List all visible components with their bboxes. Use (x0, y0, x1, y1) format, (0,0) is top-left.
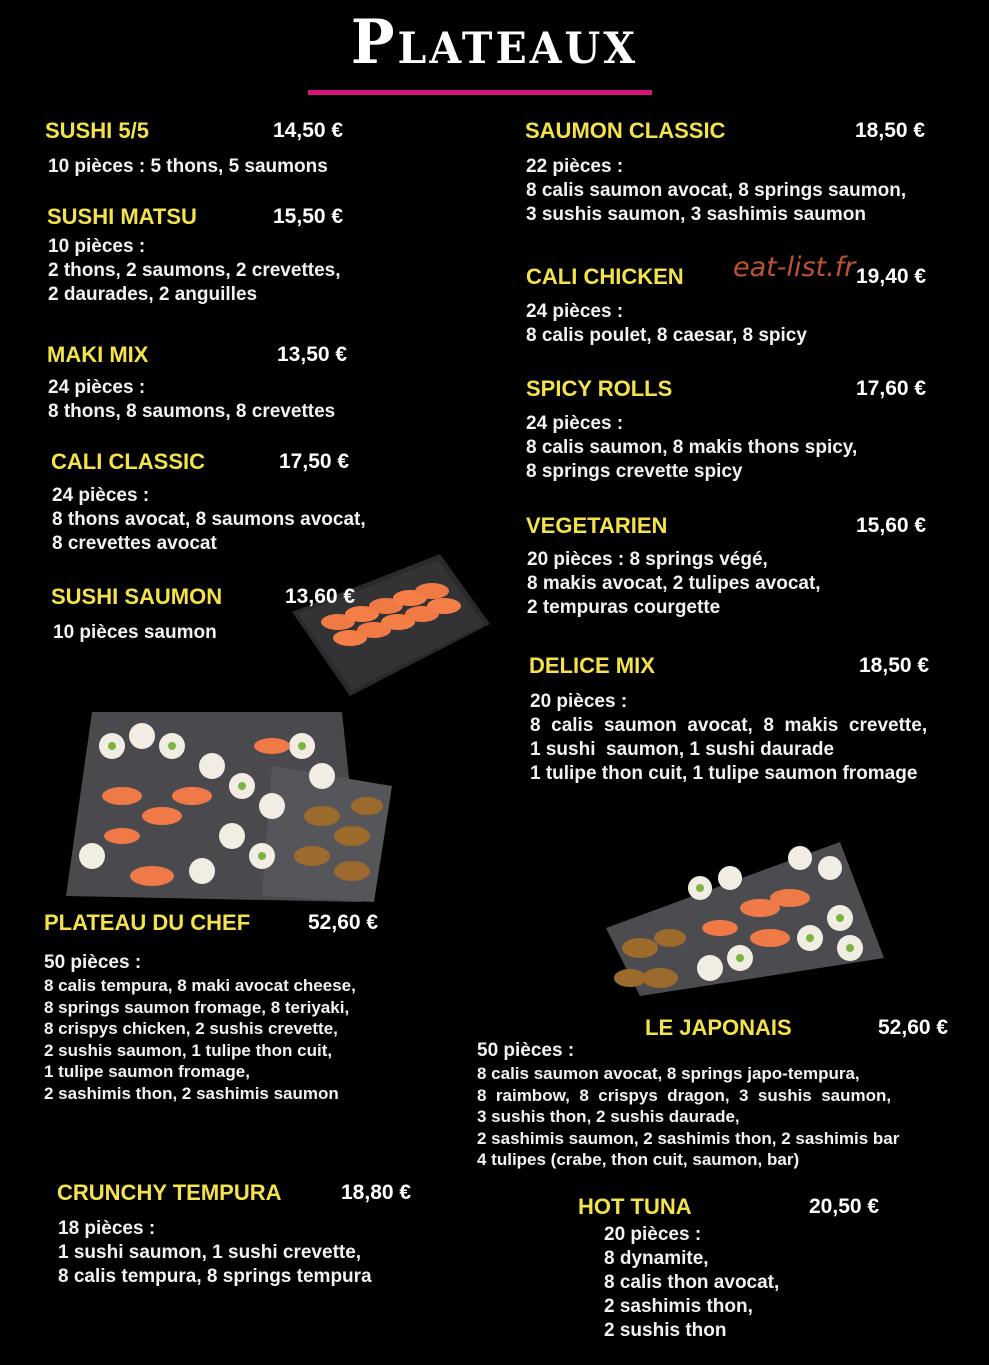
item-description (58, 1217, 372, 1289)
description-line: 2 daurades, 2 anguilles (48, 284, 258, 305)
description-line: 10 pièces : (48, 236, 146, 257)
description-line: 24 pièces : (48, 377, 146, 398)
description-line: 8 makis avocat, 2 tulipes avocat, (527, 573, 821, 594)
description-line: 1 tulipe saumon fromage, (44, 1062, 250, 1081)
item-price: 13,50 € (277, 343, 348, 366)
item-description (526, 155, 906, 227)
item-description (477, 1039, 899, 1171)
item-price: 18,80 € (341, 1181, 412, 1204)
item-description (52, 484, 366, 556)
description-line: 8 calis tempura, 8 springs tempura (58, 1266, 372, 1287)
description-line: 8 thons avocat, 8 saumons avocat, (52, 509, 366, 530)
description-line: 10 pièces saumon (53, 622, 217, 643)
description-line: 50 pièces : (44, 952, 142, 973)
description-line: 1 sushi saumon, 1 sushi crevette, (58, 1242, 362, 1263)
description-line: 24 pièces : (52, 485, 150, 506)
item-name: CALI CHICKEN (526, 264, 684, 289)
description-line: 24 pièces : (526, 301, 624, 322)
description-line: 8 raimbow, 8 crispys dragon, 3 sushis saumon, (477, 1085, 892, 1105)
description-line: 20 pièces : 8 springs végé, (527, 549, 768, 570)
item-price: 18,50 € (855, 119, 926, 142)
item-description (527, 548, 821, 620)
watermark: eat-list.fr (733, 252, 856, 283)
le-japonais-photo (600, 838, 886, 998)
description-line: 8 calis saumon avocat, 8 springs saumon, (526, 180, 907, 201)
item-price: 20,50 € (809, 1195, 880, 1218)
description-line: 8 calis thon avocat, (604, 1272, 780, 1293)
description-line: 8 dynamite, (604, 1248, 709, 1269)
description-line: 8 calis poulet, 8 caesar, 8 spicy (526, 325, 807, 346)
description-line: 4 tulipes (crabe, thon cuit, saumon, bar) (477, 1150, 800, 1169)
item-description (48, 376, 335, 424)
description-line: 2 sushis saumon, 1 tulipe thon cuit, (44, 1040, 333, 1060)
item-price: 17,50 € (279, 450, 350, 473)
description-line: 8 springs crevette spicy (526, 461, 743, 482)
description-line: 10 pièces : 5 thons, 5 saumons (48, 156, 328, 177)
description-line: 2 tempuras courgette (527, 597, 721, 618)
description-line: 3 sushis saumon, 3 sashimis saumon (526, 204, 867, 225)
item-description (48, 155, 328, 179)
item-description (526, 412, 857, 484)
sushi-saumon-photo (290, 552, 492, 698)
title-underline (308, 90, 652, 95)
item-description (526, 300, 807, 348)
item-name: SPICY ROLLS (526, 376, 673, 401)
description-line: 2 sashimis thon, 2 sashimis saumon (44, 1083, 339, 1103)
description-line: 8 calis saumon avocat, 8 springs japo-tempura, (477, 1064, 860, 1083)
item-name: CALI CLASSIC (51, 449, 205, 474)
description-line: 8 crevettes avocat (52, 533, 217, 554)
item-description (530, 690, 927, 786)
plateau-du-chef-photo (62, 706, 394, 906)
item-price: 14,50 € (273, 119, 344, 142)
description-line: 18 pièces : (58, 1218, 156, 1239)
description-line: 50 pièces : (477, 1040, 575, 1061)
description-line: 3 sushis thon, 2 sushis daurade, (477, 1107, 740, 1126)
description-line: 24 pièces : (526, 413, 624, 434)
item-price: 18,50 € (859, 654, 930, 677)
item-price: 15,60 € (856, 514, 927, 537)
item-name: VEGETARIEN (526, 513, 668, 538)
item-description (53, 621, 217, 645)
description-line: 1 tulipe thon cuit, 1 tulipe saumon fromage (530, 763, 918, 784)
description-line: 2 sashimis thon, (604, 1296, 753, 1317)
item-name: SUSHI SAUMON (51, 584, 223, 609)
item-price: 19,40 € (856, 265, 927, 288)
item-name: DELICE MIX (529, 653, 655, 678)
item-name: SAUMON CLASSIC (525, 118, 726, 143)
description-line: 8 calis saumon avocat, 8 makis crevette, (530, 715, 928, 736)
description-line: 8 thons, 8 saumons, 8 crevettes (48, 401, 336, 422)
item-price: 17,60 € (856, 377, 927, 400)
item-description (48, 235, 341, 307)
item-name: PLATEAU DU CHEF (44, 910, 251, 935)
page-title: Plateaux (350, 6, 639, 78)
item-price: 13,60 € (285, 585, 356, 608)
item-name: CRUNCHY TEMPURA (57, 1180, 282, 1205)
item-name: MAKI MIX (47, 342, 149, 367)
description-line: 1 sushi saumon, 1 sushi daurade (530, 739, 835, 760)
description-line: 8 springs saumon fromage, 8 teriyaki, (44, 997, 350, 1017)
item-price: 52,60 € (878, 1016, 949, 1039)
description-line: 20 pièces : (530, 691, 628, 712)
description-line: 2 thons, 2 saumons, 2 crevettes, (48, 260, 341, 281)
description-line: 2 sushis thon (604, 1320, 727, 1341)
item-name: LE JAPONAIS (645, 1015, 792, 1040)
description-line: 2 sashimis saumon, 2 sashimis thon, 2 sashimis bar (477, 1128, 900, 1148)
item-description (44, 951, 356, 1104)
description-line: 8 calis saumon, 8 makis thons spicy, (526, 437, 858, 458)
description-line: 8 crispys chicken, 2 sushis crevette, (44, 1019, 338, 1038)
item-name: SUSHI 5/5 (45, 118, 149, 143)
item-name: HOT TUNA (578, 1194, 692, 1219)
description-line: 20 pièces : (604, 1224, 702, 1245)
item-description (604, 1223, 779, 1343)
item-price: 52,60 € (308, 911, 379, 934)
item-price: 15,50 € (273, 205, 344, 228)
description-line: 22 pièces : (526, 156, 624, 177)
description-line: 8 calis tempura, 8 maki avocat cheese, (44, 976, 356, 995)
item-name: SUSHI MATSU (47, 204, 197, 229)
